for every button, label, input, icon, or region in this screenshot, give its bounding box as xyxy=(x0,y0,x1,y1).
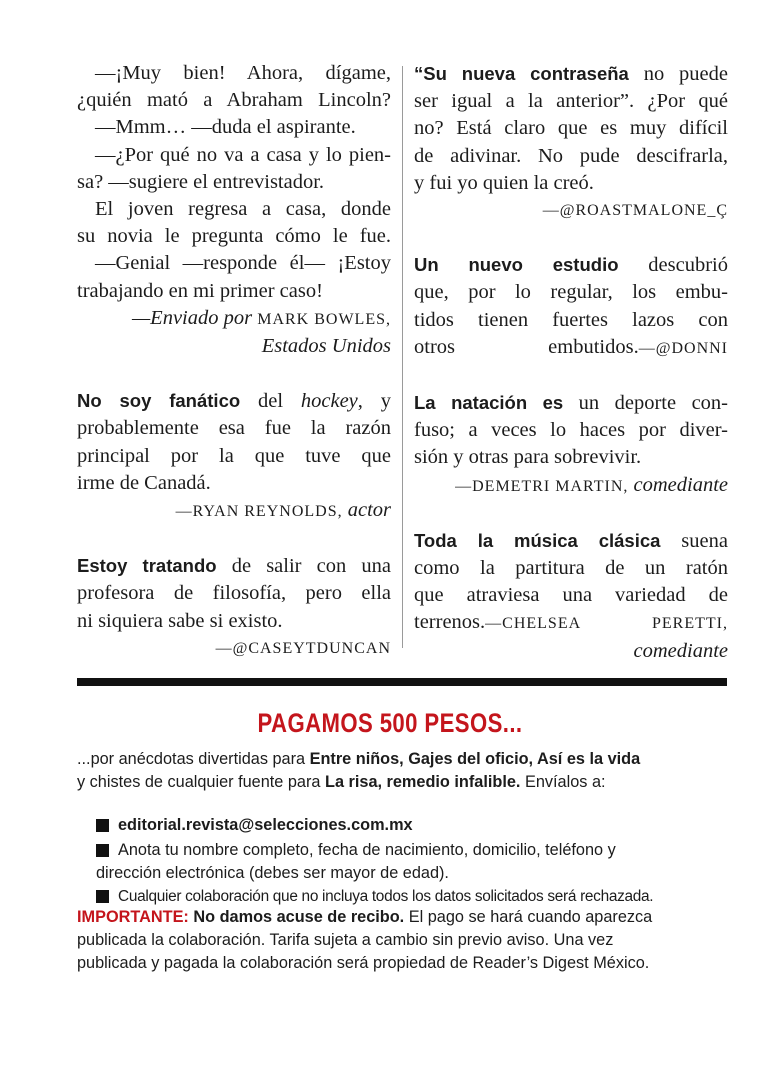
joke-text-line: “Su nueva contraseña no puede xyxy=(414,63,729,85)
joke-text-line: ¿quién mató a Abraham Lincoln? xyxy=(77,89,391,112)
joke-credit: —CHELSEA PERETTI, xyxy=(485,615,728,633)
promo-intro-line: ...por anécdotas divertidas para Entre niños, Gajes del oficio, Así es la vida xyxy=(77,750,641,768)
joke-text-line: fuso; a veces lo haces por diver- xyxy=(414,419,728,442)
section-divider-bar xyxy=(77,678,727,686)
promo-footer-line: IMPORTANTE: No damos acuse de recibo. El pago se hará cuando aparezca xyxy=(77,908,653,926)
joke-lead: Estoy tratando xyxy=(77,555,217,577)
promo-footer-line: publicada la colaboración. Tarifa sujeta a cambio sin previo aviso. Una vez xyxy=(77,931,614,949)
joke-credit-place: Estados Unidos xyxy=(261,335,391,358)
joke-credit: —DEMETRI MARTIN, comediante xyxy=(455,473,728,496)
joke-text-line: de adivinar. No pude descifrarla, xyxy=(414,144,728,167)
joke-text-line: —Genial —responde él— ¡Estoy xyxy=(95,252,391,275)
joke-text-line: profesora de filosofía, pero ella xyxy=(77,582,391,605)
joke-text-line: Un nuevo estudio descubrió xyxy=(414,254,728,277)
joke-lead: “Su nueva contraseña xyxy=(414,63,629,84)
joke-text-line: —Mmm… —duda el aspirante. xyxy=(95,116,356,139)
joke-text-line: irme de Canadá. xyxy=(77,471,211,494)
joke-text-line: principal por la que tuve que xyxy=(77,444,391,467)
promo-intro xyxy=(77,748,729,794)
joke-text-line: no? Está claro que es muy difícil xyxy=(414,117,728,140)
joke-text-line: sa? —sugiere el entrevistador. xyxy=(77,170,325,193)
important-label: IMPORTANTE: xyxy=(77,908,189,926)
joke-text-line: como la partitura de un ratón xyxy=(414,557,728,580)
joke-text-line: ni siquiera sabe si existo. xyxy=(77,609,283,632)
joke-text-line: terrenos.—CHELSEA PERETTI, xyxy=(414,611,728,634)
joke-text-line: y fui yo quien la creó. xyxy=(414,171,594,194)
joke-text-line: —¡Muy bien! Ahora, dígame, xyxy=(95,62,391,84)
joke-lead: Toda la música clásica xyxy=(414,529,661,551)
promo-footer xyxy=(77,906,729,975)
joke-text-line: que atraviesa una variedad de xyxy=(414,584,728,607)
joke-credit: —@ROASTMALONE_Ç xyxy=(542,202,728,220)
bullet-item: Cualquier colaboración que no incluya todos los datos solicitados será rechazada. xyxy=(96,885,736,908)
joke-credit-role: comediante xyxy=(633,639,728,662)
square-bullet-icon xyxy=(96,844,109,857)
joke-credit: —Enviado por MARK BOWLES, xyxy=(131,306,391,329)
joke-text-line: su novia le pregunta cómo le fue. xyxy=(77,225,391,248)
square-bullet-icon xyxy=(96,890,109,903)
right-column xyxy=(414,60,728,665)
promo-headline: PAGAMOS 500 PESOS... xyxy=(257,708,523,738)
joke-text-line: sión y otras para sobrevivir. xyxy=(414,446,642,469)
joke-lead: No soy fanático xyxy=(77,390,241,412)
promo-intro-line: y chistes de cualquier fuente para La risa, remedio infalible. Envíalos a: xyxy=(77,773,606,791)
joke-text-line: No soy fanático del hockey, y xyxy=(77,390,392,413)
bullet-item-continuation: dirección electrónica (debes ser mayor de edad). xyxy=(96,864,449,882)
joke-text-line: que, por lo regular, los embu- xyxy=(414,281,728,304)
joke-text-line: ser igual a la anterior”. ¿Por qué xyxy=(414,90,728,113)
joke-text-line: tidos tienen fuertes lazos con xyxy=(414,308,728,331)
joke-text-line: Toda la música clásica suena xyxy=(414,529,728,552)
joke-credit: —RYAN REYNOLDS, actor xyxy=(175,499,391,522)
square-bullet-icon xyxy=(96,819,109,832)
joke-text-line: trabajando en mi primer caso! xyxy=(77,279,323,302)
promo-bullet-list xyxy=(96,814,736,908)
joke-credit: —@CASEYTDUNCAN xyxy=(215,639,391,657)
joke-credit: —@DONNI xyxy=(638,339,728,357)
bullet-item: Anota tu nombre completo, fecha de nacimiento, domicilio, teléfono y xyxy=(96,839,736,862)
promo-footer-line: publicada y pagada la colaboración será propiedad de Reader’s Digest México. xyxy=(77,954,650,972)
joke-text-line: El joven regresa a casa, donde xyxy=(95,198,391,221)
column-divider xyxy=(402,66,403,648)
joke-text-line: Estoy tratando de salir con una xyxy=(77,555,391,578)
submission-email-link[interactable]: editorial.revista@selecciones.com.mx xyxy=(118,816,413,834)
joke-text-line: —¿Por qué no va a casa y lo pien- xyxy=(95,143,391,166)
joke-text-line: otros embutidos.—@DONNI xyxy=(414,335,728,358)
left-column xyxy=(77,60,391,662)
joke-text-line: probablemente esa fue la razón xyxy=(77,417,391,440)
joke-text-line: La natación es un deporte con- xyxy=(414,392,728,415)
joke-lead: Un nuevo estudio xyxy=(414,254,619,276)
joke-lead: La natación es xyxy=(414,392,564,414)
bullet-item xyxy=(96,814,736,837)
